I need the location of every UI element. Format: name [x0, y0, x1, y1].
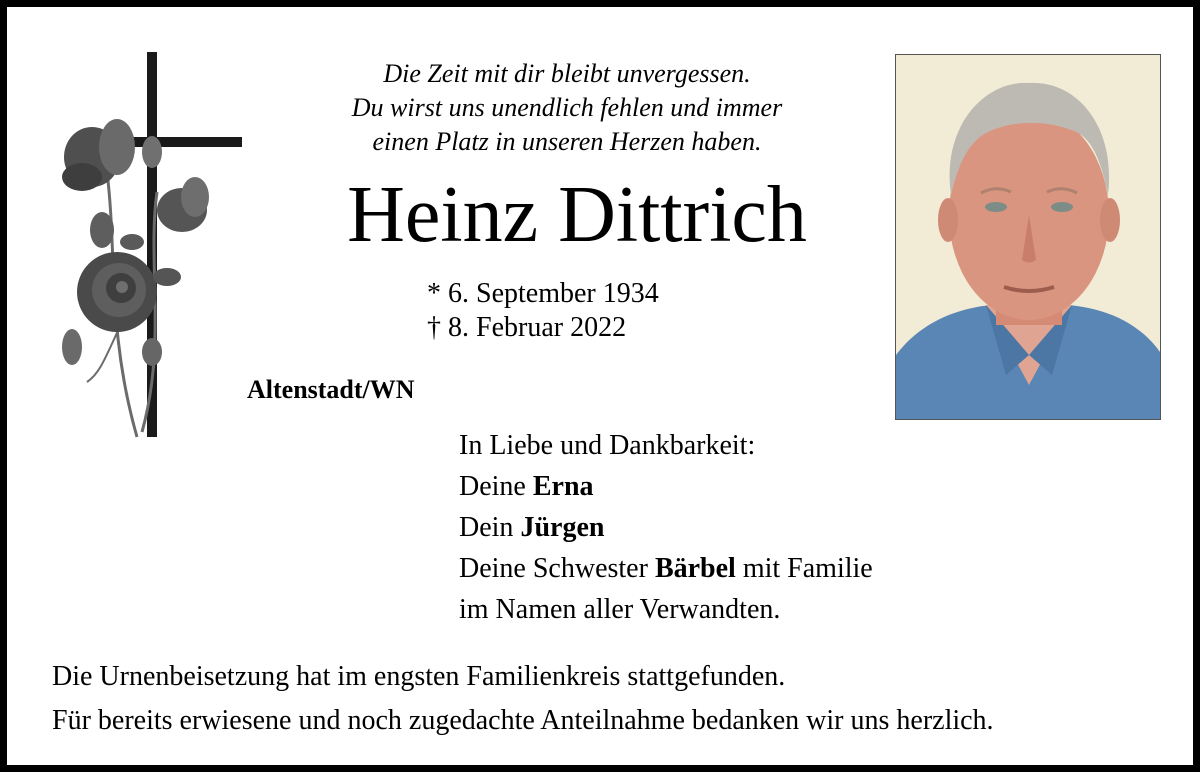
mourner-name: Erna [532, 471, 594, 502]
memorial-poem [287, 57, 847, 159]
mourners-closing: im Namen aller Verwandten. [459, 594, 781, 625]
cross-with-roses-illustration [47, 52, 247, 447]
mourner-line [459, 466, 873, 507]
life-dates [427, 277, 727, 345]
notice-line: Die Urnenbeisetzung hat im engsten Familienkreis stattgefunden. [52, 661, 786, 692]
mourner-relation: Deine [459, 471, 533, 502]
poem-line: einen Platz in unseren Herzen haben. [372, 127, 762, 156]
mourner-line [459, 507, 873, 548]
mourner-suffix: mit Familie [735, 553, 873, 584]
mourner-relation: Deine Schwester [459, 553, 655, 584]
mourners-intro: In Liebe und Dankbarkeit: [459, 430, 756, 461]
mourner-name: Jürgen [520, 512, 605, 543]
portrait-photo [895, 54, 1161, 420]
mourner-name: Bärbel [654, 553, 736, 584]
deceased-name: Heinz Dittrich [347, 171, 807, 259]
poem-line: Du wirst uns unendlich fehlen und immer [351, 93, 783, 122]
mourner-line [459, 548, 873, 589]
death-date: † 8. Februar 2022 [427, 312, 627, 343]
mourner-relation: Dein [459, 512, 521, 543]
hometown: Altenstadt/WN [247, 375, 415, 404]
mourners-list [459, 425, 873, 630]
poem-line: Die Zeit mit dir bleibt unvergessen. [383, 59, 751, 88]
birth-date: * 6. September 1934 [427, 278, 659, 309]
burial-notice [52, 655, 994, 743]
notice-line: Für bereits erwiesene und noch zugedachte Anteilnahme bedanken wir uns herzlich. [52, 705, 994, 736]
